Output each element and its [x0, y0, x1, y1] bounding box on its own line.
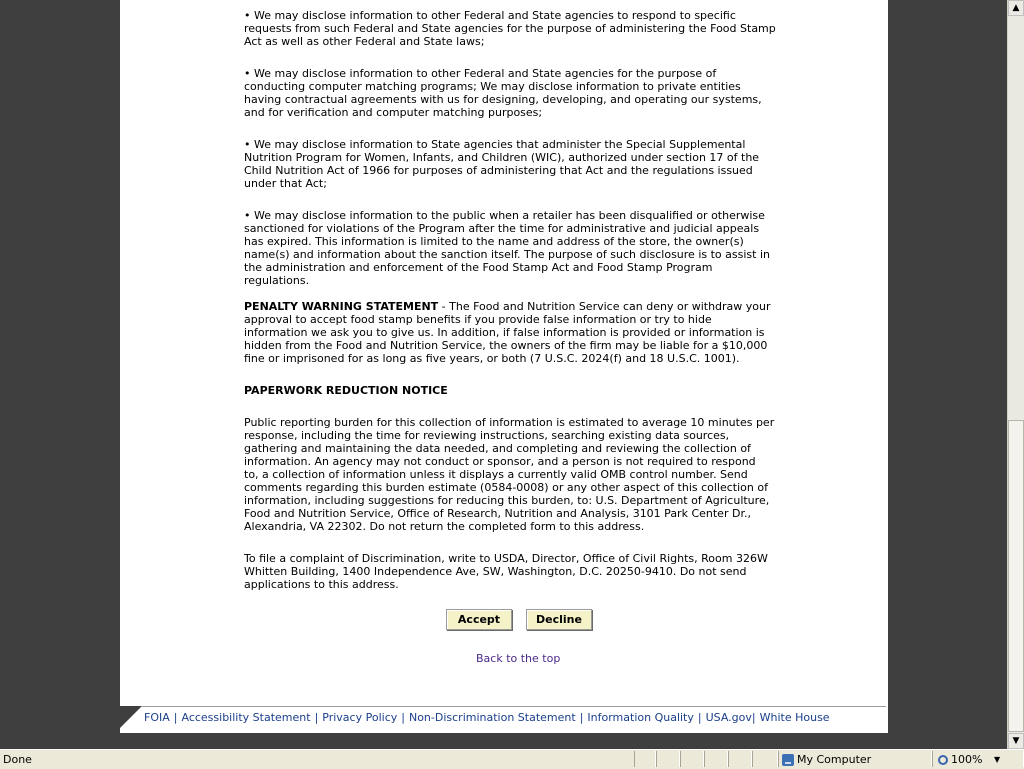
footer-link-usa-gov[interactable]: USA.gov — [705, 711, 752, 724]
chevron-down-icon[interactable]: ▼ — [994, 755, 1001, 764]
disclosure-bullet: • We may disclose information to other Federal and State agencies for the purpose of conducting computer matching programs; We may disclose information to private entities having contractual agreements with us for designing, developing, and operating our systems, and for verification and computer matching purposes; — [244, 67, 762, 119]
footer-link-non-discrimination[interactable]: Non-Discrimination Statement — [408, 711, 576, 724]
complaint-statement: To file a complaint of Discrimination, write to USDA, Director, Office of Civil Rights, Room 326W Whitten Building, 1400 Independence Ave, SW, Washington, D.C. 20250-9410. Do not send applications to this address. — [244, 552, 768, 591]
status-cell — [728, 751, 752, 767]
scroll-down-arrow-icon[interactable]: ▼ — [1008, 733, 1024, 749]
status-cell — [634, 751, 656, 767]
zoom-level: 100% — [951, 753, 983, 766]
accept-button[interactable]: Accept — [446, 609, 512, 630]
footer-corner-notch — [120, 706, 142, 728]
vertical-scrollbar[interactable] — [1007, 0, 1024, 749]
footer-separator: | — [579, 711, 584, 724]
footer-separator: | — [173, 711, 178, 724]
footer-separator: | — [697, 711, 702, 724]
footer-link-information-quality[interactable]: Information Quality — [587, 711, 694, 724]
zoom-control[interactable] — [938, 752, 1001, 767]
status-cell — [752, 751, 778, 767]
footer-link-accessibility[interactable]: Accessibility Statement — [181, 711, 311, 724]
disclosure-bullet: • We may disclose information to other Federal and State agencies to respond to specific requests from such Federal and State agencies for the purpose of administering the Food Stamp Act as well as other Federal and State laws; — [244, 9, 776, 48]
back-to-top-link[interactable]: Back to the top — [476, 652, 561, 665]
footer-link-white-house[interactable]: White House — [759, 711, 830, 724]
penalty-warning-statement — [244, 300, 804, 365]
decline-button[interactable]: Decline — [526, 609, 592, 630]
footer-separator: | — [401, 711, 405, 724]
magnifier-icon — [938, 755, 948, 765]
burden-statement: Public reporting burden for this collection of information is estimated to average 10 minutes per response, including the time for reviewing instructions, searching existing data sources, gathering and maintaining the data needed, and completing and reviewing the collection of information. An agency may not conduct or sponsor, and a person is not required to respond to, a collection of information unless it displays a currently valid OMB control number. Send comments regarding this burden estimate (0584-0008) or any other aspect of this collection of information, including suggestions for reducing this burden, to: U.S. Department of Agriculture, Food and Nutrition Service, Office of Research, Nutrition and Analysis, 3101 Park Center Dr., Alexandria, VA 22302. Do not return the completed form to this address. — [244, 416, 775, 533]
footer-separator: | — [751, 711, 756, 724]
scroll-up-arrow-icon[interactable]: ▲ — [1008, 0, 1024, 16]
status-cell — [656, 751, 680, 767]
zone-label: My Computer — [797, 753, 872, 766]
footer-bar — [120, 706, 888, 730]
privacy-notice-content — [244, 9, 804, 591]
penalty-heading: PENALTY WARNING STATEMENT — [244, 300, 439, 313]
disclosure-bullet: • We may disclose information to State agencies that administer the Special Supplemental Nutrition Program for Women, Infants, and Children (WIC), authorized under section 17 of the Child Nutrition Act of 1966 for purposes of administering that Act and the regulations issued under that Act; — [244, 138, 760, 190]
footer-link-foia[interactable]: FOIA — [144, 711, 170, 724]
footer-divider — [142, 706, 886, 707]
footer-separator: | — [314, 711, 319, 724]
penalty-text: - The Food and Nutrition Service can deny or withdraw your approval to accept food stamp benefits if you provide false information or try to hide information we ask you to give us. In addition, if false information is provided or information is hidden from the Food and Nutrition Service, the owners of the firm may be liable for a $10,000 fine or imprisoned for as long as five years, or both (7 U.S.C. 2024(f) and 18 U.S.C. 1001). — [244, 300, 771, 365]
status-cell — [704, 751, 728, 767]
status-bar — [0, 749, 1024, 769]
security-zone — [782, 752, 871, 767]
paperwork-heading: PAPERWORK REDUCTION NOTICE — [244, 384, 448, 397]
page-panel — [120, 0, 888, 733]
computer-icon — [782, 754, 794, 766]
footer-links — [144, 711, 830, 724]
footer-link-privacy[interactable]: Privacy Policy — [322, 711, 398, 724]
status-cell — [680, 751, 704, 767]
status-text: Done — [3, 753, 32, 766]
disclosure-bullet: • We may disclose information to the public when a retailer has been disqualified or otherwise sanctioned for violations of the Program after the time for administrative and judicial appeals has expired. This information is limited to the name and address of the store, the owner(s) name(s) and information about the sanction itself. The purpose of such disclosure is to assist in the administration and enforcement of the Food Stamp Act and Food Stamp Program regulations. — [244, 209, 770, 287]
scrollbar-thumb[interactable] — [1008, 420, 1024, 732]
